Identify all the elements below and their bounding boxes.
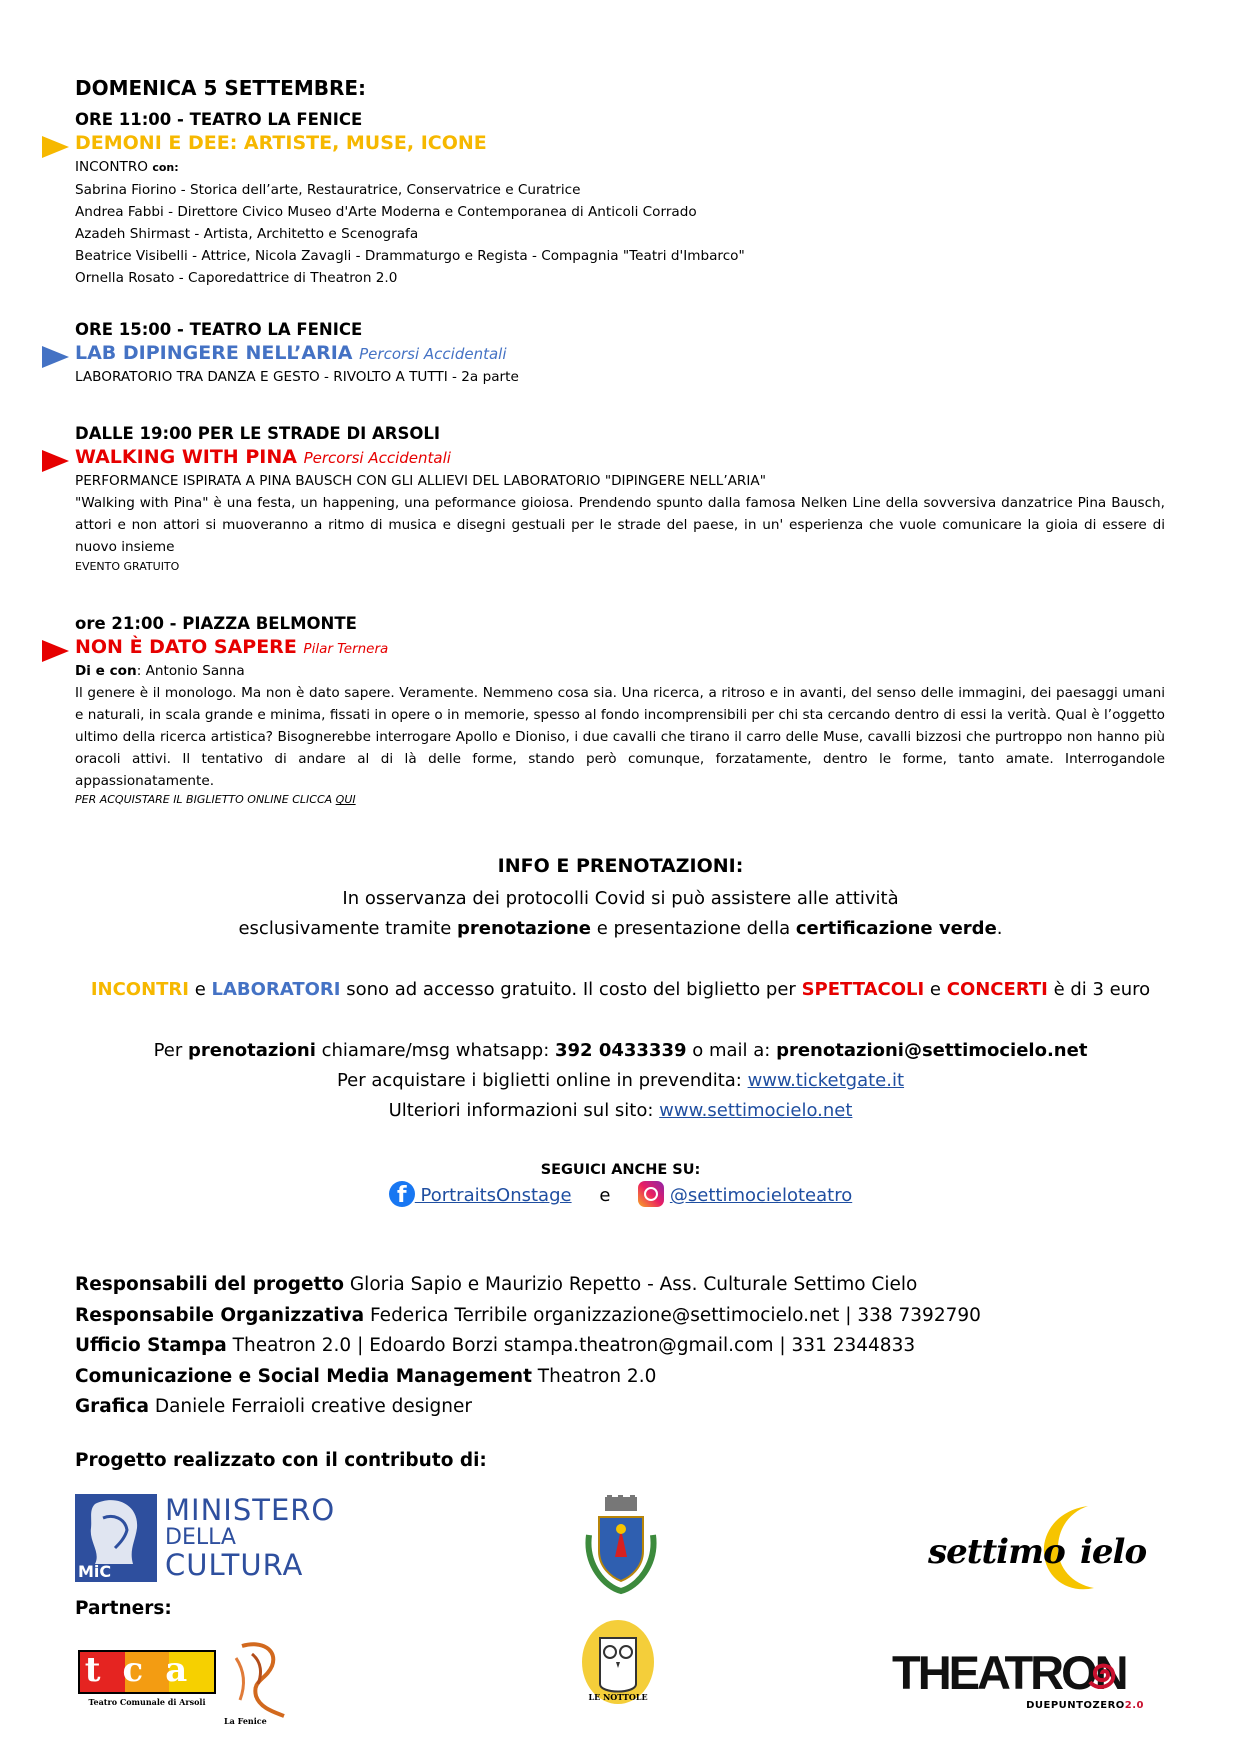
event-note: EVENTO GRATUITO bbox=[75, 560, 180, 573]
event-time: ore 21:00 - PIAZZA BELMONTE bbox=[75, 614, 357, 633]
contrib-title: Progetto realizzato con il contributo di: bbox=[75, 1450, 487, 1471]
text: Per bbox=[153, 1040, 188, 1061]
theatron-text: THEATRON bbox=[892, 1646, 1126, 1699]
event-credit-label: Di e con bbox=[75, 663, 137, 679]
event-line: PERFORMANCE ISPIRATA A PINA BAUSCH CON GLI ALLIEVI DEL LABORATORIO "DIPINGERE NELL’ARIA" bbox=[75, 473, 766, 489]
event-incontro bbox=[75, 110, 1165, 289]
coat-of-arms-icon bbox=[585, 1495, 657, 1595]
text-bold: prenotazione bbox=[457, 918, 591, 939]
theatron-subtitle: DUEPUNTOZERO bbox=[1026, 1700, 1125, 1711]
ministero-text: CULTURA bbox=[165, 1548, 304, 1582]
text: e bbox=[189, 979, 212, 1000]
nottole-caption: LE NOTTOLE bbox=[588, 1692, 648, 1702]
ministero-logo bbox=[75, 1494, 335, 1584]
fenice-caption: La Fenice bbox=[224, 1716, 267, 1726]
event-title bbox=[75, 342, 1165, 364]
text: o mail a: bbox=[686, 1040, 777, 1061]
follow-title: SEGUICI ANCHE SU: bbox=[540, 1162, 701, 1178]
event-lab bbox=[75, 320, 1165, 388]
person-line: Andrea Fabbi - Direttore Civico Museo d'Arte Moderna e Contemporanea di Anticoli Corrado bbox=[75, 204, 697, 220]
credit-line bbox=[75, 1362, 981, 1393]
access-line bbox=[0, 975, 1241, 1005]
event-performance bbox=[75, 424, 1165, 573]
arrow-icon bbox=[42, 136, 69, 158]
arrow-icon bbox=[42, 346, 69, 368]
spiral-icon bbox=[1080, 1650, 1124, 1698]
instagram-link[interactable]: @settimocieloteatro bbox=[669, 1185, 853, 1206]
text: chiamare/msg whatsapp: bbox=[315, 1040, 555, 1061]
credit-value: Gloria Sapio e Maurizio Repetto - Ass. Culturale Settimo Cielo bbox=[343, 1274, 918, 1295]
event-type-label: INCONTRO bbox=[75, 159, 148, 175]
event-time: ORE 11:00 - TEATRO LA FENICE bbox=[75, 110, 363, 129]
person-line: Azadeh Shirmast - Artista, Architetto e Scenografa bbox=[75, 226, 419, 242]
booking-email: prenotazioni@settimocielo.net bbox=[776, 1040, 1088, 1061]
arsoli-coat-of-arms bbox=[585, 1495, 657, 1595]
credit-value: Theatron 2.0 bbox=[531, 1365, 657, 1387]
text: Per acquistare i biglietti online in prevendita: bbox=[336, 1070, 748, 1091]
facebook-icon: f bbox=[389, 1181, 415, 1207]
event-title-text: DEMONI E DEE: ARTISTE, MUSE, ICONE bbox=[75, 132, 487, 154]
event-show bbox=[75, 614, 1165, 806]
ticket-line bbox=[75, 793, 1165, 806]
info-line-1: In osservanza dei protocolli Covid si può assistere alle attività bbox=[342, 888, 899, 909]
access-concerti: CONCERTI bbox=[946, 979, 1048, 1000]
social-line bbox=[0, 1181, 1241, 1211]
website-link[interactable]: www.settimocielo.net bbox=[659, 1100, 853, 1121]
text-bold: certificazione verde bbox=[795, 918, 997, 939]
ministero-text: DELLA bbox=[165, 1525, 236, 1550]
person-line: Ornella Rosato - Caporedattrice di Theatron 2.0 bbox=[75, 270, 398, 286]
credit-label: Grafica bbox=[75, 1396, 149, 1417]
event-line: LABORATORIO TRA DANZA E GESTO - RIVOLTO A TUTTI - 2a parte bbox=[75, 369, 519, 385]
event-credit bbox=[75, 660, 1165, 682]
event-title-text: NON È DATO SAPERE bbox=[75, 636, 297, 658]
booking-phone: 392 0433339 bbox=[554, 1040, 687, 1061]
text: è di 3 euro bbox=[1047, 979, 1151, 1000]
text: esclusivamente tramite bbox=[238, 918, 458, 939]
phoenix-icon bbox=[222, 1640, 294, 1718]
day-heading: DOMENICA 5 SETTEMBRE: bbox=[75, 76, 367, 100]
booking-line bbox=[0, 1036, 1241, 1066]
person-line: Beatrice Visibelli - Attrice, Nicola Zavagli - Drammaturgo e Regista - Compagnia "Teatri d'Imbarco" bbox=[75, 248, 745, 264]
event-time: ORE 15:00 - TEATRO LA FENICE bbox=[75, 320, 363, 339]
credit-label: Responsabile Organizzativa bbox=[75, 1304, 365, 1326]
text: e bbox=[924, 979, 947, 1000]
ministero-text: MINISTERO bbox=[165, 1493, 336, 1527]
credit-label: Comunicazione e Social Media Management bbox=[75, 1365, 532, 1387]
tca-logo bbox=[78, 1650, 216, 1712]
nottole-logo bbox=[578, 1618, 658, 1708]
info-line-2 bbox=[0, 914, 1241, 944]
credits-block bbox=[75, 1270, 981, 1423]
credit-value: Federica Terribile organizzazione@settimocielo.net | 338 7392790 bbox=[364, 1304, 981, 1326]
event-company: Pilar Ternera bbox=[303, 641, 389, 657]
event-company: Percorsi Accidentali bbox=[303, 449, 451, 467]
settimo-text: settimo bbox=[928, 1532, 1065, 1572]
ticketgate-link[interactable]: www.ticketgate.it bbox=[747, 1070, 905, 1091]
partners-title: Partners: bbox=[75, 1598, 172, 1619]
credit-line bbox=[75, 1301, 981, 1332]
settimo-cielo-logo bbox=[928, 1500, 1168, 1596]
event-title bbox=[75, 636, 1165, 658]
text-bold: prenotazioni bbox=[187, 1040, 316, 1061]
event-credit-value: : Antonio Sanna bbox=[136, 663, 245, 679]
person-line: Sabrina Fiorino - Storica dell’arte, Restauratrice, Conservatrice e Curatrice bbox=[75, 182, 581, 198]
ticket-text: PER ACQUISTARE IL BIGLIETTO ONLINE CLICCA bbox=[75, 793, 336, 806]
event-title-text: LAB DIPINGERE NELL’ARIA bbox=[75, 342, 353, 364]
text: e presentazione della bbox=[590, 918, 796, 939]
arrow-icon bbox=[42, 640, 69, 662]
info-title: INFO E PRENOTAZIONI: bbox=[497, 855, 744, 877]
text: . bbox=[996, 918, 1003, 939]
credit-value: Theatron 2.0 | Edoardo Borzi stampa.theatron@gmail.com | 331 2344833 bbox=[226, 1335, 916, 1356]
buy-line bbox=[0, 1066, 1241, 1096]
event-type bbox=[75, 156, 1165, 179]
theatron-logo bbox=[892, 1648, 1164, 1720]
credit-line bbox=[75, 1392, 981, 1423]
credit-label: Ufficio Stampa bbox=[75, 1335, 227, 1356]
arrow-icon bbox=[42, 450, 69, 472]
text: sono ad accesso gratuito. Il costo del biglietto per bbox=[340, 979, 802, 1000]
tca-letters: tca bbox=[84, 1650, 210, 1690]
la-fenice-logo bbox=[222, 1640, 294, 1730]
tca-caption: Teatro Comunale di Arsoli bbox=[88, 1697, 206, 1707]
credit-value: Daniele Ferraioli creative designer bbox=[148, 1396, 472, 1417]
access-spettacoli: SPETTACOLI bbox=[801, 979, 925, 1000]
access-laboratori: LABORATORI bbox=[211, 979, 341, 1000]
instagram-icon bbox=[638, 1181, 664, 1207]
facebook-link[interactable]: PortraitsOnstage bbox=[414, 1185, 572, 1206]
event-time: DALLE 19:00 PER LE STRADE DI ARSOLI bbox=[75, 424, 441, 443]
event-description: "Walking with Pina" è una festa, un happening, una peformance gioiosa. Prendendo spunto dalla famosa Nelken Line della sovversiva danzatrice Pina Bausch, attori e non attori si muoveranno a ritmo di musica e disegni gestuali per le strade del paese, in un' esperienza che vuole comunicare la gioia di essere di nuovo insieme bbox=[75, 495, 1165, 555]
event-description: Il genere è il monologo. Ma non è dato sapere. Veramente. Nemmeno cosa sia. Una ricerca, a ritroso e in avanti, del senso delle immagini, dei paesaggi umani e naturali, in scala grande e minima, fissati in opere o in memorie, spesso al fondo incomprensibili per chi sta cercando dentro di essi la verità. Qual è l’oggetto ultimo della ricerca artistica? Bisognerebbe interrogare Apollo e Dioniso, i due cavalli che tirano il carro delle Muse, cavalli bizzosi che purtroppo non hanno più oracoli attivi. Il tentativo di andare al di là delle forme, stando però comunque, forzatamente, dentro le forme, tanto amate. Interrogandole appassionatamente. bbox=[75, 685, 1165, 789]
mic-badge: MiC bbox=[78, 1562, 112, 1581]
credit-line bbox=[75, 1331, 981, 1362]
credit-line bbox=[75, 1270, 981, 1301]
more-line bbox=[0, 1096, 1241, 1126]
theatron-version: 2.0 bbox=[1124, 1700, 1144, 1711]
event-company: Percorsi Accidentali bbox=[359, 345, 507, 363]
social-and: e bbox=[599, 1185, 611, 1206]
text: Ulteriori informazioni sul sito: bbox=[388, 1100, 660, 1121]
event-title bbox=[75, 446, 1165, 468]
credit-label: Responsabili del progetto bbox=[75, 1274, 344, 1295]
event-title bbox=[75, 132, 1165, 154]
ministero-badge bbox=[75, 1494, 157, 1582]
access-incontri: INCONTRI bbox=[90, 979, 189, 1000]
event-title-text: WALKING WITH PINA bbox=[75, 446, 297, 468]
ticket-link[interactable]: QUI bbox=[335, 793, 356, 806]
event-type-suffix: con: bbox=[152, 161, 179, 174]
cielo-text: ielo bbox=[1080, 1532, 1147, 1572]
